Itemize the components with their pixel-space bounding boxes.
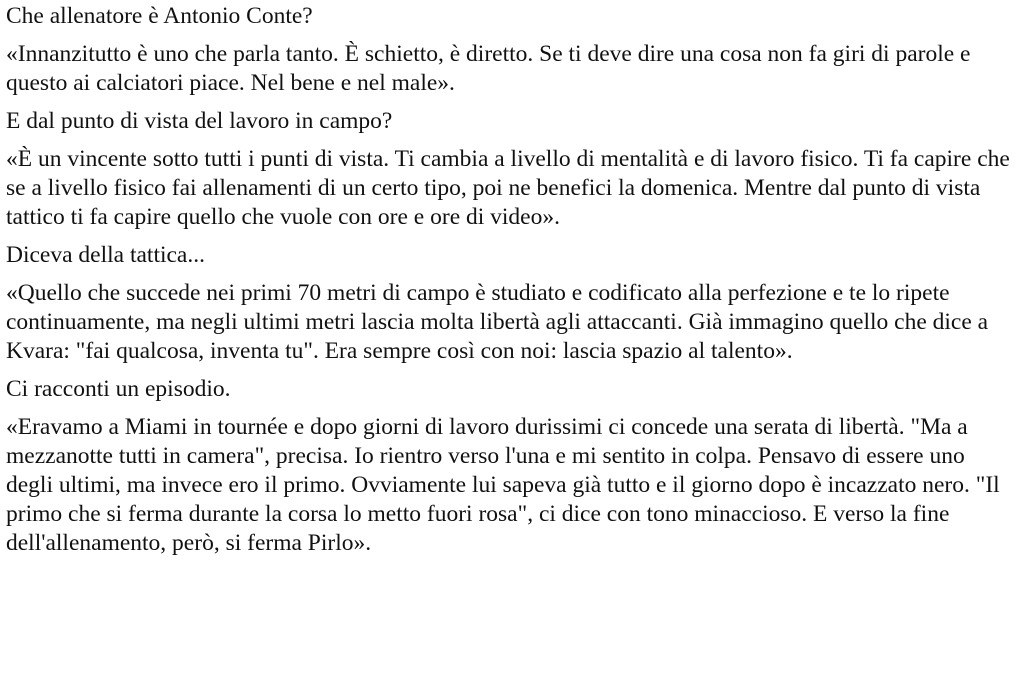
question-conte-coach: Che allenatore è Antonio Conte?	[6, 3, 313, 29]
question-tactics: Diceva della tattica...	[6, 242, 205, 268]
answer-conte-coach: «Innanzitutto è uno che parla tanto. È schietto, è diretto. Se ti deve dire una cosa non fa giri di parole e questo ai calciatori piace. Nel bene e nel male».	[6, 41, 971, 96]
article-body	[6, 2, 1016, 567]
answer-episode: «Eravamo a Miami in tournée e dopo giorni di lavoro durissimi ci concede una serata di libertà. "Ma a mezzanotte tutti in camera", precisa. Io rientro verso l'una e mi sentito in colpa. Pensavo di essere uno degli ultimi, ma invece ero il primo. Ovviamente lui sapeva già tutto e il giorno dopo è incazzato nero. "Il primo che si ferma durante la corsa lo metto fuori rosa", ci dice con tono minaccioso. E verso la fine dell'allenamento, però, si ferma Pirlo».	[6, 414, 1000, 556]
question-field-work: E dal punto di vista del lavoro in campo?	[6, 108, 393, 134]
question-episode: Ci racconti un episodio.	[6, 376, 231, 402]
answer-field-work: «È un vincente sotto tutti i punti di vista. Ti cambia a livello di mentalità e di lavoro fisico. Ti fa capire che se a livello fisico fai allenamenti di un certo tipo, poi ne benefici la domenica. Mentre dal punto di vista tattico ti fa capire quello che vuole con ore e ore di video».	[6, 146, 1010, 230]
answer-tactics: «Quello che succede nei primi 70 metri di campo è studiato e codificato alla perfezione e te lo ripete continuamente, ma negli ultimi metri lascia molta libertà agli attaccanti. Già immagino quello che dice a Kvara: "fai qualcosa, inventa tu". Era sempre così con noi: lascia spazio al talento».	[6, 280, 989, 364]
